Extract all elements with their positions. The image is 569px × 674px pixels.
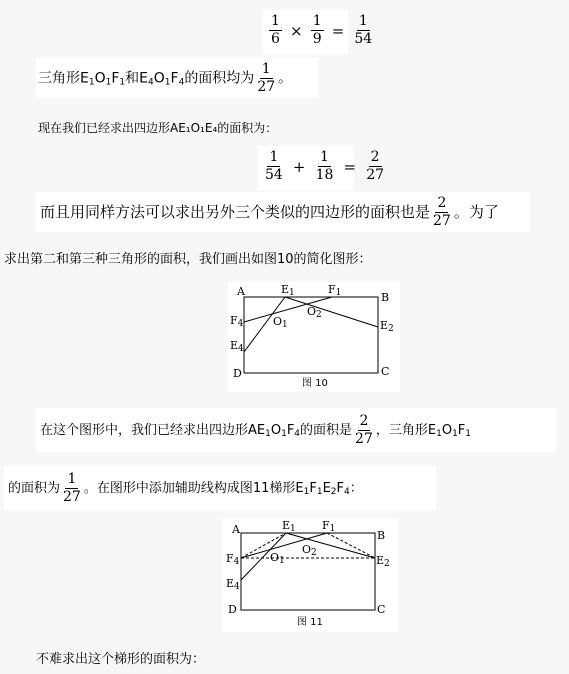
figure-10-drawing bbox=[228, 282, 400, 392]
fig11-label-F4: $F_4$ bbox=[226, 552, 240, 567]
fig10-label-C: C bbox=[381, 365, 390, 378]
fig11-label-A: A bbox=[232, 523, 240, 536]
fig11-label-O1: $O_1$ bbox=[270, 551, 285, 566]
fig10-label-E4: $E_4$ bbox=[230, 339, 244, 354]
fraction: $\frac{1}{6}$ bbox=[271, 13, 280, 47]
fig11-label-E1: $E_1$ bbox=[282, 519, 296, 534]
fig10-label-F1: $F_1$ bbox=[328, 283, 342, 298]
figure-10 bbox=[228, 282, 400, 392]
fig11-label-C: C bbox=[377, 603, 386, 616]
fig10-label-F4: $F_4$ bbox=[230, 314, 244, 329]
equation-2: $\frac{1}{54}$ + $\frac{1}{18}$ = $\frac{2}{27}$ bbox=[265, 149, 385, 183]
fig11-label-E4: $E_4$ bbox=[226, 577, 240, 592]
fig11-label-D: D bbox=[228, 603, 237, 616]
fraction: $\frac{1}{54}$ bbox=[354, 13, 373, 47]
fraction: $\frac{1}{9}$ bbox=[312, 13, 322, 47]
fig11-label-F1: $F_1$ bbox=[322, 519, 336, 534]
text-line-2: 现在我们已经求出四边形AE₁O₁E₄的面积为： bbox=[38, 121, 278, 135]
fig10-label-D: D bbox=[233, 367, 242, 380]
fig10-label-E1: $E_1$ bbox=[281, 283, 295, 298]
text-line-7: 不难求出这个梯形的面积为： bbox=[36, 652, 206, 667]
fig10-label-O2: $O_2$ bbox=[307, 305, 322, 320]
text-line-6: 的面积为 $\frac{1}{27}$ 。在图形中添加辅助线构成图11梯形$E_1F_1E_2F_4$： bbox=[8, 471, 363, 505]
fig10-label-A: A bbox=[237, 285, 245, 298]
fig10-label-O1: $O_1$ bbox=[273, 315, 288, 330]
figure-11-drawing bbox=[222, 518, 398, 632]
fig11-caption: 图 11 bbox=[297, 617, 323, 628]
fig11-label-B: B bbox=[377, 529, 386, 542]
fig10-caption: 图 10 bbox=[302, 378, 328, 389]
text-line-4: 求出第二和第三种三角形的面积，我们画出如图10的简化图形： bbox=[4, 252, 372, 267]
fig10-label-B: B bbox=[381, 291, 390, 304]
fig11-label-O2: $O_2$ bbox=[302, 543, 317, 558]
fig10-label-E2: $E_2$ bbox=[380, 319, 394, 334]
text-line-3: 而且用同样方法可以求出另外三个类似的四边形的面积也是 $\frac{2}{27}$ 。为了 bbox=[40, 195, 499, 229]
figure-11 bbox=[222, 518, 398, 632]
equation-1: $\frac{1}{6}$ × $\frac{1}{9}$ = $\frac{1}{54}$ bbox=[271, 13, 373, 47]
text-line-1: 三角形$E_1O_1F_1$和$E_4O_1F_4$的面积均为 $\frac{1}{27}$ 。 bbox=[38, 61, 293, 95]
fig11-label-E2: $E_2$ bbox=[376, 554, 390, 569]
text-line-5: 在这个图形中，我们已经求出四边形$AE_1O_1F_4$的面积是 $\frac{2}{27}$ ，三角形$E_1O_1F_1$ bbox=[40, 413, 472, 447]
